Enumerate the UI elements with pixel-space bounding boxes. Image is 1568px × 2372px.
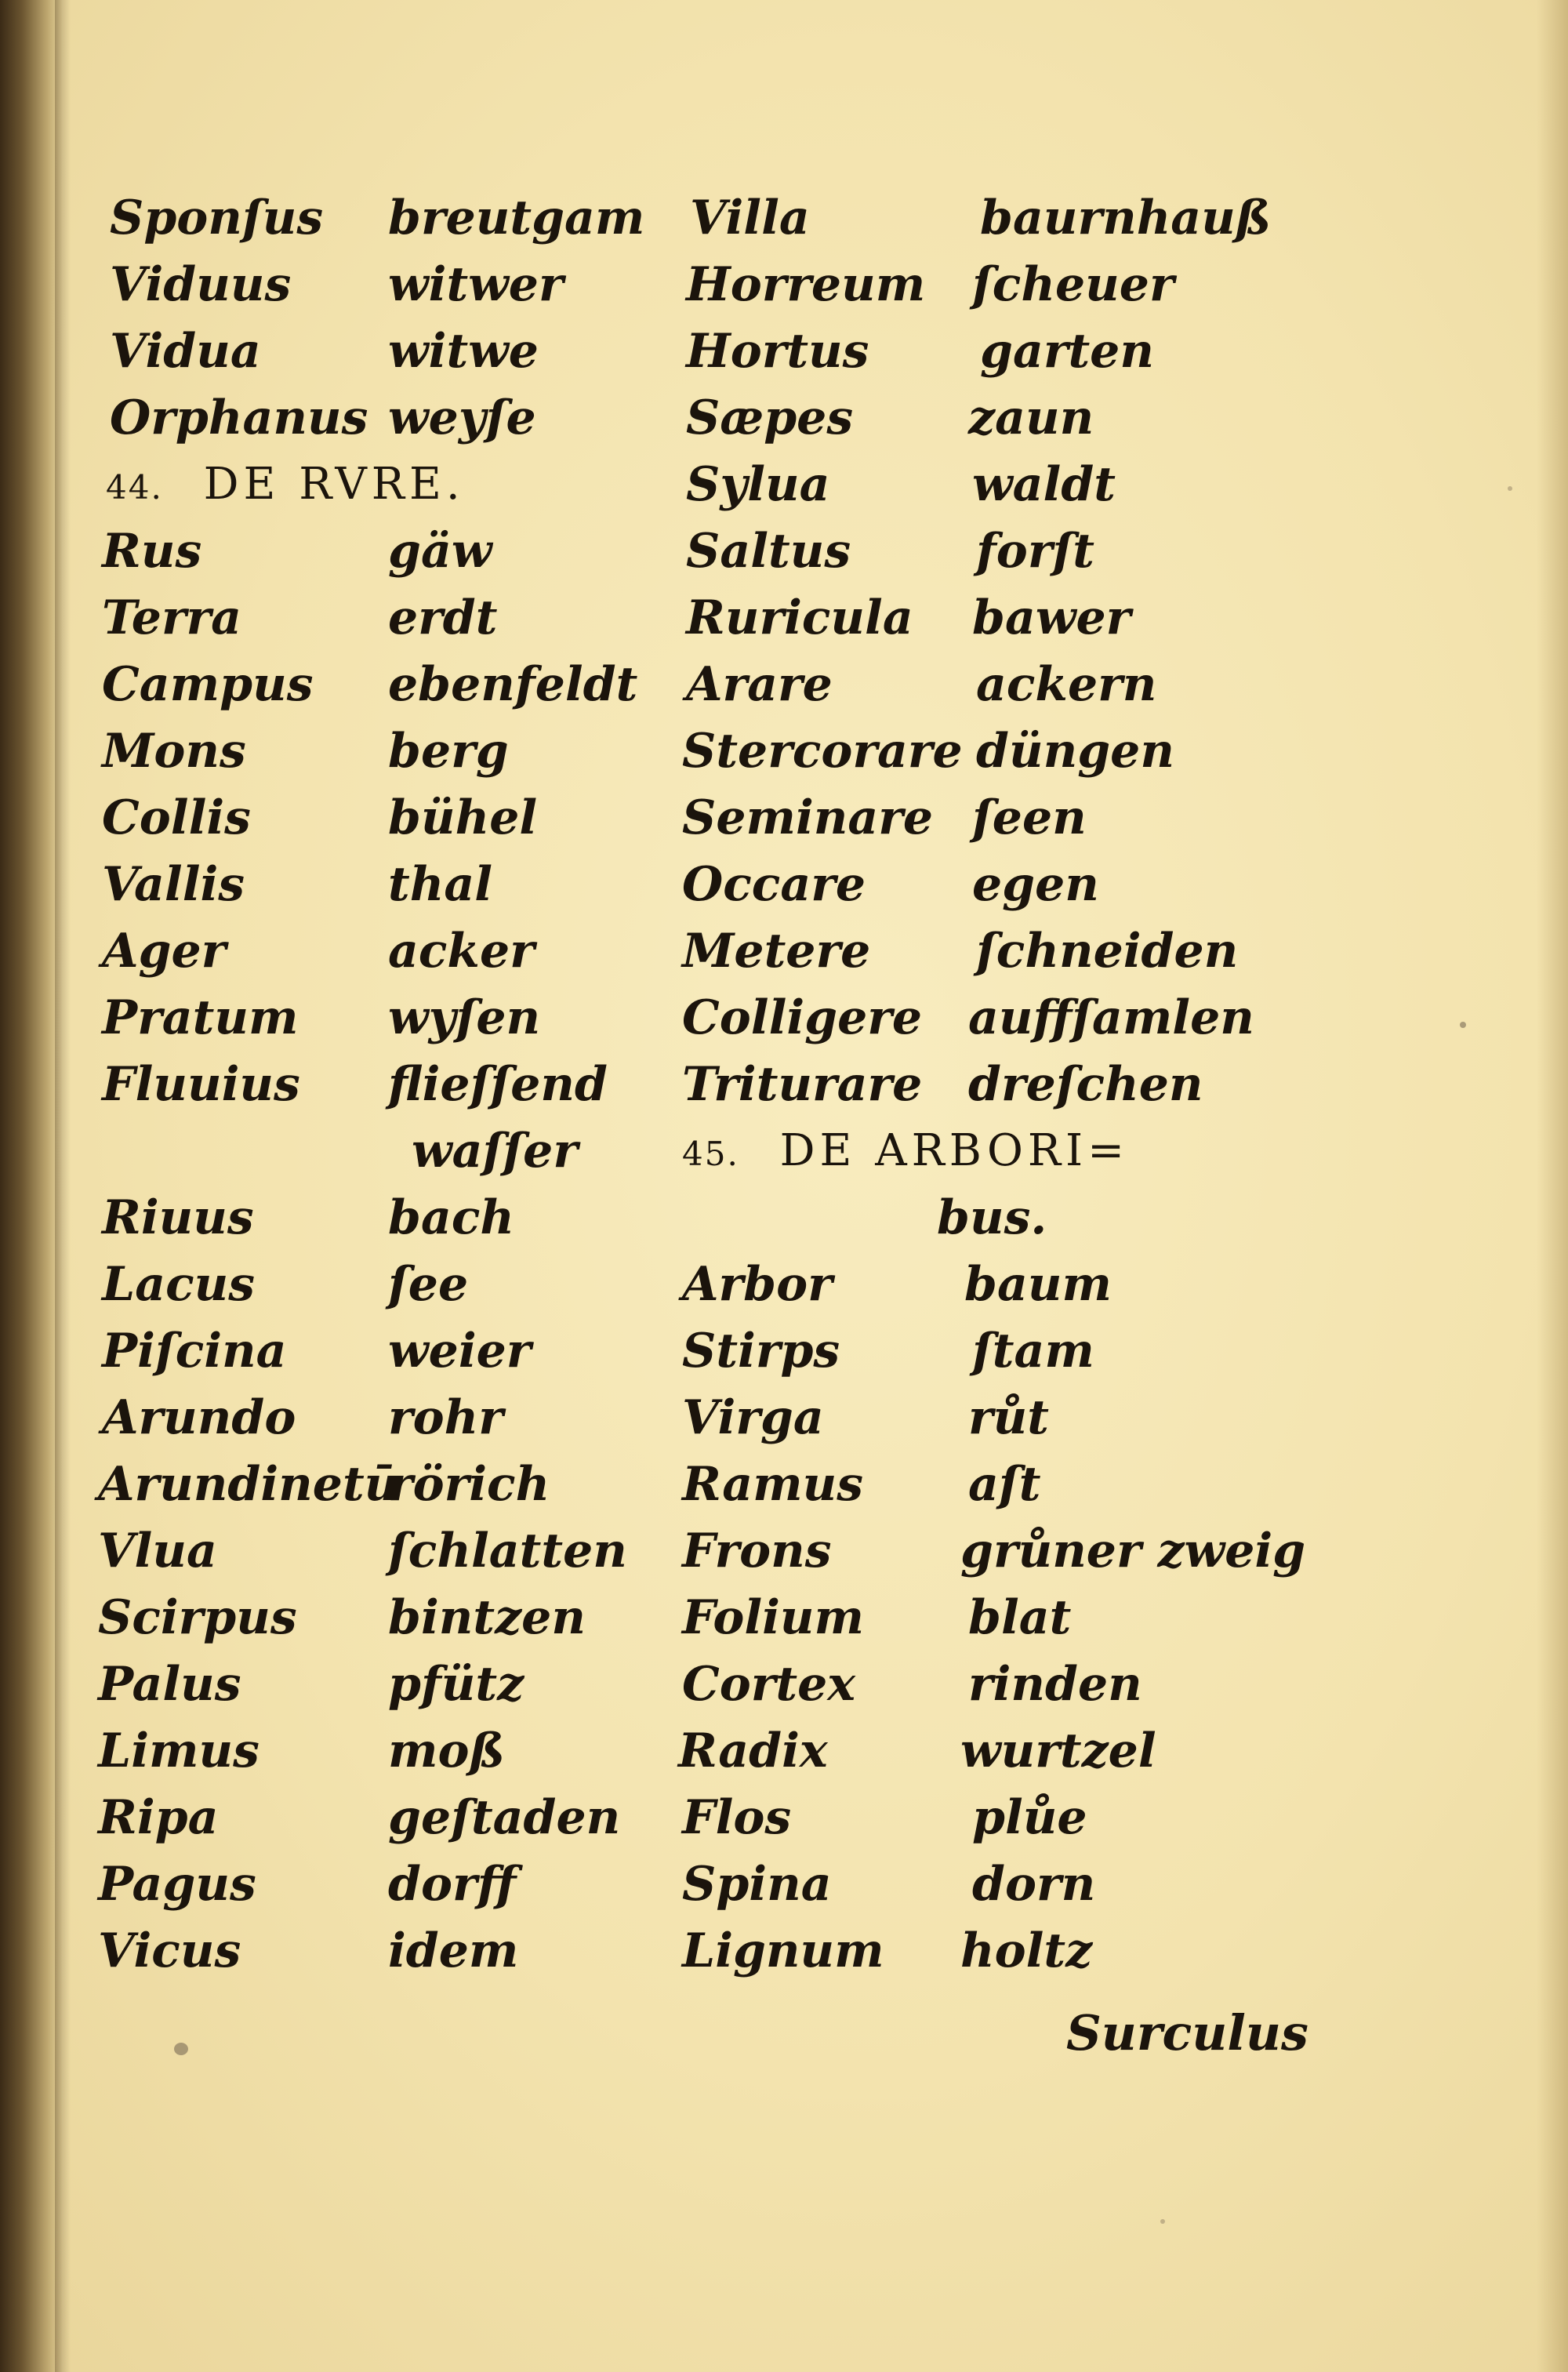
latin-word: Vidua <box>110 324 261 379</box>
german-word: aſt <box>968 1457 1041 1512</box>
latin-word: Arundo <box>102 1390 296 1445</box>
latin-word: Arundinetū <box>98 1457 399 1512</box>
german-word: auffſamlen <box>968 990 1254 1045</box>
latin-word: Folium <box>682 1590 865 1645</box>
book-spine <box>0 0 63 2372</box>
german-word: rinden <box>968 1657 1142 1712</box>
german-word: forſt <box>976 524 1094 579</box>
latin-word: Mons <box>102 724 246 779</box>
german-word: ebenfeldt <box>388 657 638 712</box>
latin-word: Horreum <box>686 257 926 312</box>
catchword: Surculus <box>1066 2004 1308 2061</box>
latin-word: Stirps <box>682 1324 840 1379</box>
latin-word: Virga <box>682 1390 824 1445</box>
german-word: bawer <box>972 590 1131 645</box>
section-number: 45. <box>682 1135 739 1173</box>
german-word: blat <box>968 1590 1072 1645</box>
german-word: ſchneiden <box>976 924 1239 979</box>
german-word: idem <box>388 1923 519 1978</box>
ink-speck <box>174 2043 188 2055</box>
latin-word: Collis <box>102 790 251 845</box>
latin-word: Occare <box>682 857 866 912</box>
latin-word: Fluuius <box>102 1057 300 1112</box>
german-word: rohr <box>388 1390 503 1445</box>
german-word: grůner zweig <box>960 1524 1306 1578</box>
latin-word: Lignum <box>682 1923 884 1978</box>
latin-word: Cortex <box>682 1657 856 1712</box>
latin-word: Frons <box>682 1524 832 1578</box>
latin-word: Arbor <box>682 1257 833 1312</box>
latin-word: Viduus <box>110 257 292 312</box>
german-word: witwe <box>388 324 539 379</box>
german-word: flieſſend <box>388 1057 608 1112</box>
latin-word: Limus <box>98 1724 260 1778</box>
latin-word: Scirpus <box>98 1590 297 1645</box>
latin-word: Saltus <box>686 524 851 579</box>
german-word: ſeen <box>972 790 1087 845</box>
german-word: růt <box>968 1390 1049 1445</box>
german-word: berg <box>388 724 509 779</box>
latin-word: Orphanus <box>110 390 368 445</box>
latin-word: Terra <box>102 590 242 645</box>
german-word: gäw <box>388 524 492 579</box>
german-word: bühel <box>388 790 538 845</box>
german-word: weier <box>388 1324 532 1379</box>
latin-word: Vallis <box>102 857 245 912</box>
section-title: DE RVRE. <box>203 459 465 510</box>
latin-word: Piſcina <box>102 1324 287 1379</box>
german-word: dreſchen <box>968 1057 1203 1112</box>
latin-word: Seminare <box>682 790 934 845</box>
german-word: ackern <box>976 657 1157 712</box>
latin-word: Hortus <box>686 324 869 379</box>
section-heading-45 <box>682 1124 1129 1182</box>
german-word: garten <box>980 324 1154 379</box>
section-heading-44 <box>106 457 465 515</box>
german-word: bach <box>388 1190 514 1245</box>
german-word: waſſer <box>412 1124 578 1179</box>
latin-word: Radix <box>678 1724 828 1778</box>
german-word: waldt <box>972 457 1116 512</box>
latin-word: Riuus <box>102 1190 254 1245</box>
latin-word: Ruricula <box>686 590 913 645</box>
gutter-shadow <box>55 0 71 2372</box>
german-word: plůe <box>972 1790 1087 1845</box>
latin-word: Spina <box>682 1857 832 1912</box>
page-edge <box>1537 0 1568 2372</box>
german-word: geſtaden <box>388 1790 621 1845</box>
german-word: bintzen <box>388 1590 586 1645</box>
latin-word: Campus <box>102 657 314 712</box>
german-word: breutgam <box>388 191 645 245</box>
section-title: DE ARBORI= <box>779 1125 1130 1176</box>
latin-word: Villa <box>690 191 810 245</box>
latin-word: Stercorare <box>682 724 963 779</box>
latin-word: Ripa <box>98 1790 219 1845</box>
latin-word: Metere <box>682 924 871 979</box>
german-word: ſcheuer <box>972 257 1174 312</box>
latin-word: Ager <box>102 924 227 979</box>
german-word: erdt <box>388 590 498 645</box>
section-title-continuation: bus. <box>937 1190 1047 1245</box>
german-word: düngen <box>976 724 1174 779</box>
german-word: dorn <box>972 1857 1096 1912</box>
latin-word: Sæpes <box>686 390 854 445</box>
german-word: weyſe <box>388 390 536 445</box>
latin-word: Flos <box>682 1790 792 1845</box>
latin-word: Triturare <box>682 1057 923 1112</box>
german-word: witwer <box>388 257 564 312</box>
german-word: baum <box>964 1257 1112 1312</box>
latin-word: Pratum <box>102 990 299 1045</box>
german-word: ſchlatten <box>388 1524 627 1578</box>
ink-speck <box>1460 1022 1466 1028</box>
german-word: thal <box>388 857 493 912</box>
latin-word: Ramus <box>682 1457 864 1512</box>
latin-word: Colligere <box>682 990 923 1045</box>
german-word: acker <box>388 924 535 979</box>
latin-word: Rus <box>102 524 202 579</box>
german-word: dorff <box>388 1857 517 1912</box>
latin-word: Sponſus <box>110 191 324 245</box>
latin-word: Pagus <box>98 1857 256 1912</box>
section-number: 44. <box>106 468 163 507</box>
german-word: holtz <box>960 1923 1093 1978</box>
german-word: wyſen <box>388 990 541 1045</box>
latin-word: Palus <box>98 1657 241 1712</box>
german-word: moß <box>388 1724 506 1778</box>
german-word: pfütz <box>388 1657 524 1712</box>
latin-word: Sylua <box>686 457 830 512</box>
german-word: ſtam <box>972 1324 1094 1379</box>
ink-speck <box>1160 2219 1165 2224</box>
latin-word: Vicus <box>98 1923 241 1978</box>
latin-word: Arare <box>686 657 833 712</box>
latin-word: Lacus <box>102 1257 255 1312</box>
german-word: baurnhauß <box>980 191 1272 245</box>
german-word: egen <box>972 857 1099 912</box>
german-word: wurtzel <box>960 1724 1156 1778</box>
latin-word: Vlua <box>98 1524 217 1578</box>
german-word: rörich <box>388 1457 550 1512</box>
german-word: ſee <box>388 1257 469 1312</box>
ink-speck <box>1508 486 1512 491</box>
german-word: zaun <box>968 390 1094 445</box>
